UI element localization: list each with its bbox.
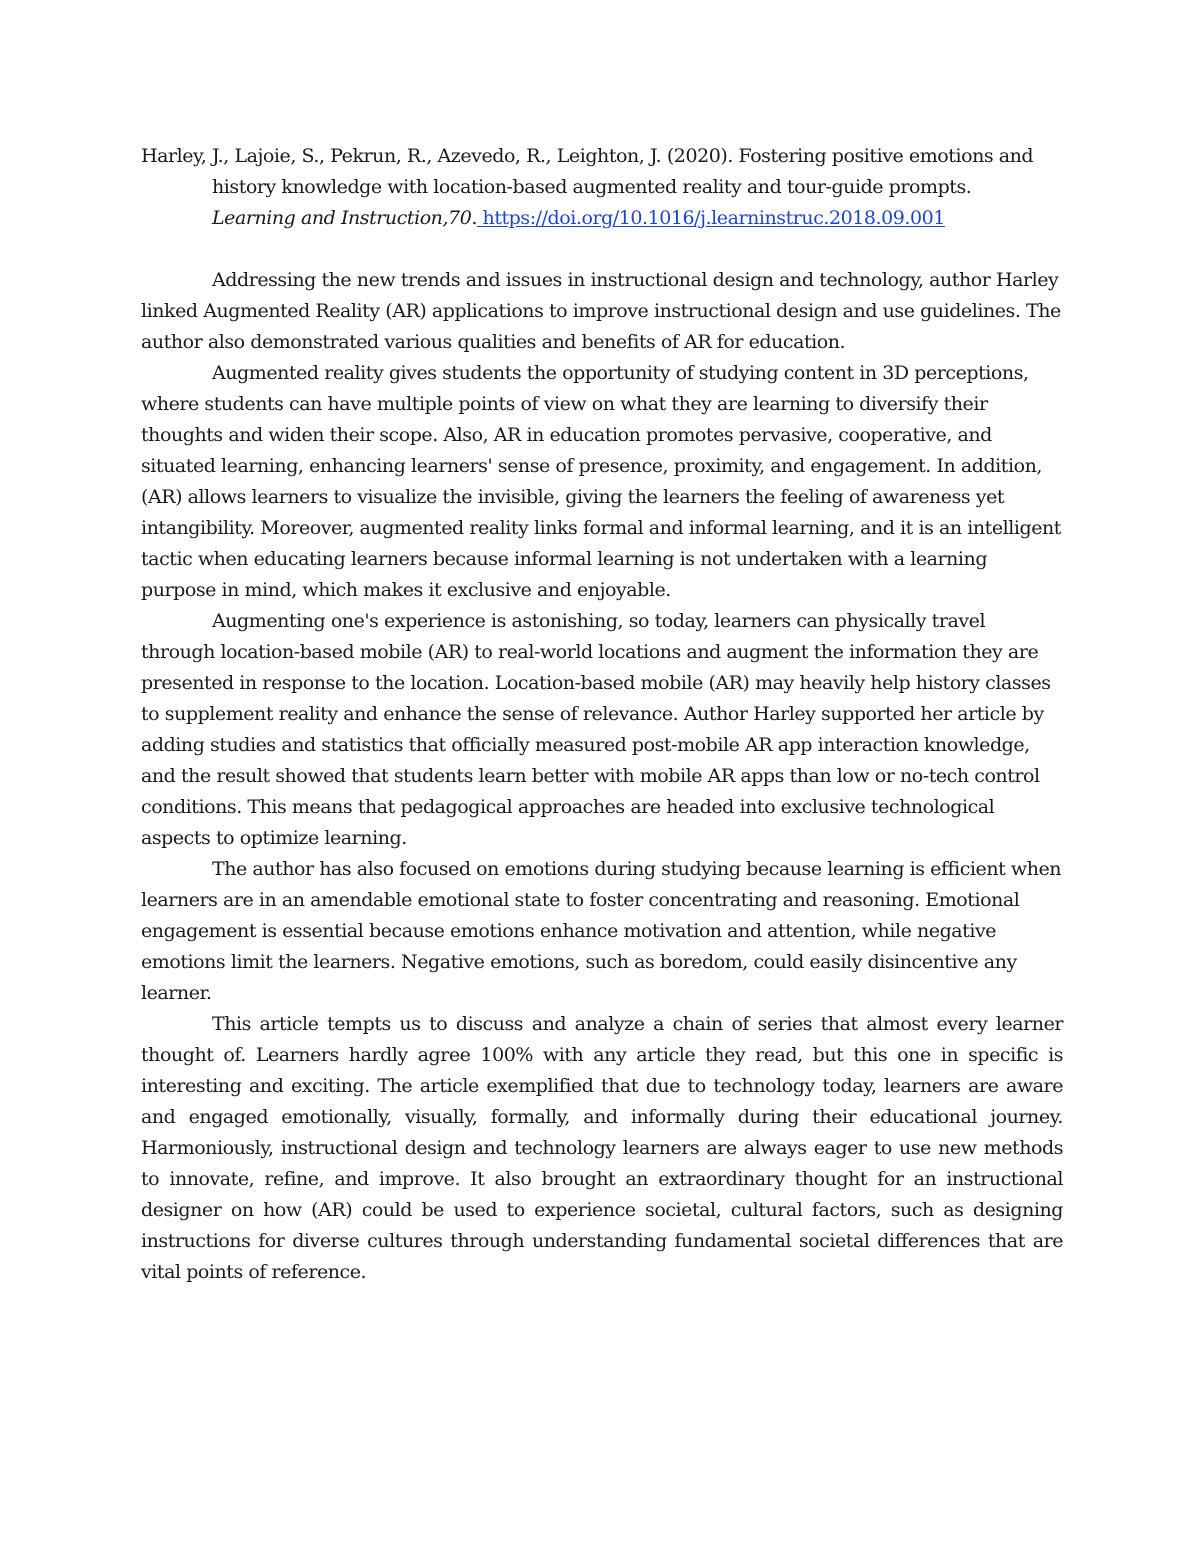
paragraph-location-based: Augmenting one's experience is astonishing, so today, learners can physically travel through location-based mobile (AR) to real-world locations and augment the information they are presented in response to the location. Location-based mobile (AR) may heavily help history classes to supplement reality and enhance the sense of relevance. Author Harley supported her article by adding studies and statistics that officially measured post-mobile AR app interaction knowledge, and the result showed that students learn better with mobile AR apps than low or no-tech control conditions. This means that pedagogical approaches are headed into exclusive technological aspects to optimize learning. bbox=[141, 610, 1051, 849]
paragraph-intro: Addressing the new trends and issues in instructional design and technology, author Harley linked Augmented Reality (AR) applications to improve instructional design and use guidelines. The author also demonstrated various qualities and benefits of AR for education. bbox=[141, 269, 1061, 353]
citation-journal: Learning and Instruction,70. bbox=[212, 207, 477, 229]
document-page bbox=[141, 141, 1063, 1288]
paragraph-gap bbox=[141, 234, 1063, 265]
citation-authors-title: Harley, J., Lajoie, S., Pekrun, R., Azevedo, R., Leighton, J. (2020). Fostering positive emotions and history knowledge with location-based augmented reality and tour-guide prompts. bbox=[141, 145, 1034, 198]
paragraph-augmented-reality: Augmented reality gives students the opportunity of studying content in 3D perceptions, where students can have multiple points of view on what they are learning to diversify their thoughts and widen their scope. Also, AR in education promotes pervasive, cooperative, and situated learning, enhancing learners' sense of presence, proximity, and engagement. In addition, (AR) allows learners to visualize the invisible, giving the learners the feeling of awareness yet intangibility. Moreover, augmented reality links formal and informal learning, and it is an intelligent tactic when educating learners because informal learning is not undertaken with a learning purpose in mind, which makes it exclusive and enjoyable. bbox=[141, 362, 1061, 601]
doi-link[interactable]: https://doi.org/10.1016/j.learninstruc.2018.09.001 bbox=[476, 207, 945, 229]
reference-citation bbox=[141, 141, 1063, 234]
paragraph-emotions: The author has also focused on emotions during studying because learning is efficient when learners are in an amendable emotional state to foster concentrating and reasoning. Emotional engagement is essential because emotions enhance motivation and attention, while negative emotions limit the learners. Negative emotions, such as boredom, could easily disincentive any learner. bbox=[141, 858, 1062, 1004]
paragraph-analysis: This article tempts us to discuss and analyze a chain of series that almost every learner thought of. Learners hardly agree 100% with any article they read, but this one in specific is interesting and exciting. The article exemplified that due to technology today, learners are aware and engaged emotionally, visually, formally, and informally during their educational journey. Harmoniously, instructional design and technology learners are always eager to use new methods to innovate, refine, and improve. It also brought an extraordinary thought for an instructional designer on how (AR) could be used to experience societal, cultural factors, such as designing instructions for diverse cultures through understanding fundamental societal differences that are vital points of reference. bbox=[141, 1013, 1063, 1283]
